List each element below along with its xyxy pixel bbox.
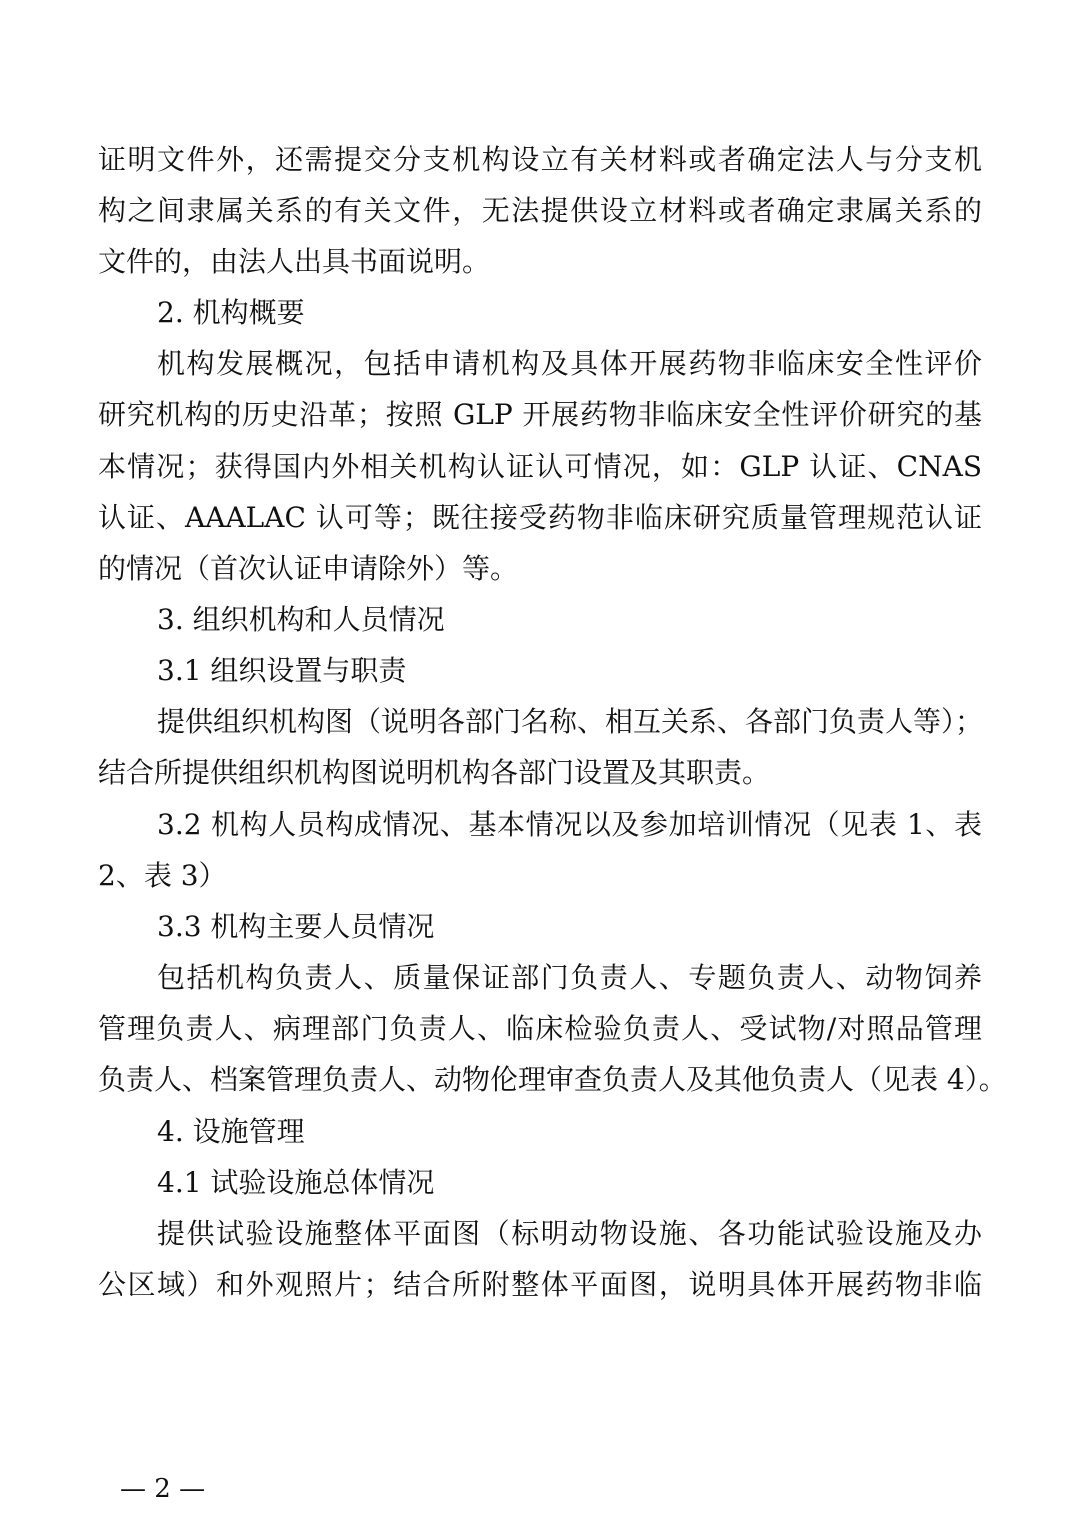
paragraph-line: 结合所提供组织机构图说明机构各部门设置及其职责。 [98,756,771,789]
paragraph-line: 本情况；获得国内外相关机构认证认可情况，如：GLP 认证、CNAS [98,450,982,483]
paragraph-line: 机构发展概况，包括申请机构及具体开展药物非临床安全性评价 [157,347,982,380]
section-heading: 2. 机构概要 [157,296,305,329]
paragraph-line: 认证、AAALAC 认可等；既往接受药物非临床研究质量管理规范认证 [98,501,982,534]
paragraph-line: 构之间隶属关系的有关文件，无法提供设立材料或者确定隶属关系的 [98,194,982,227]
paragraph-line: 负责人、档案管理负责人、动物伦理审查负责人及其他负责人（见表 4）。 [98,1063,1007,1096]
page-number: — 2 — [120,1474,206,1504]
section-heading: 3. 组织机构和人员情况 [157,603,445,636]
paragraph-line: 公区域）和外观照片；结合所附整体平面图，说明具体开展药物非临 [98,1268,982,1301]
paragraph-line: 提供试验设施整体平面图（标明动物设施、各功能试验设施及办 [157,1217,982,1250]
section-heading: 4. 设施管理 [157,1115,305,1148]
subsection-heading: 3.1 组织设置与职责 [157,654,407,687]
paragraph-line: 的情况（首次认证申请除外）等。 [98,552,519,585]
subsection-heading: 3.3 机构主要人员情况 [157,910,435,943]
paragraph-line: 管理负责人、病理部门负责人、临床检验负责人、受试物/对照品管理 [98,1012,982,1045]
paragraph-line: 文件的，由法人出具书面说明。 [98,245,491,278]
paragraph-line: 提供组织机构图（说明各部门名称、相互关系、各部门负责人等）； [157,705,984,738]
subsection-heading: 3.2 机构人员构成情况、基本情况以及参加培训情况（见表 1、表 [157,808,982,841]
subsection-heading: 4.1 试验设施总体情况 [157,1166,435,1199]
paragraph-line: 研究机构的历史沿革；按照 GLP 开展药物非临床安全性评价研究的基 [98,398,982,431]
paragraph-line: 包括机构负责人、质量保证部门负责人、专题负责人、动物饲养 [157,961,982,994]
paragraph-line: 2、表 3） [98,859,227,892]
paragraph-line: 证明文件外，还需提交分支机构设立有关材料或者确定法人与分支机 [98,143,982,176]
